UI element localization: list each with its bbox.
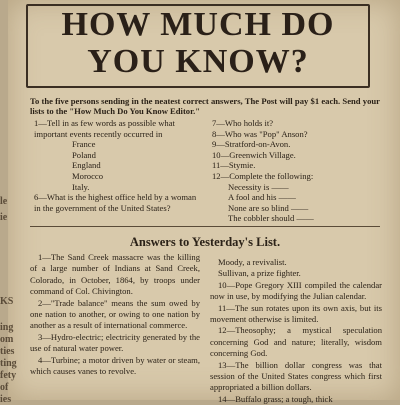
question-item: Morocco bbox=[72, 170, 104, 181]
neighbor-fragment: ies bbox=[0, 394, 12, 405]
headline-box bbox=[26, 4, 370, 88]
questions-column-right bbox=[212, 118, 382, 224]
question-item: 11—Stymie. bbox=[212, 160, 256, 171]
answer-item: Moody, a revivalist. bbox=[218, 257, 287, 267]
contest-intro: To the five persons sending in the neatest correct answers, The Post will pay $1 each. Send your lists to the "How Much Do You Know Editor." bbox=[30, 96, 380, 116]
question-item: A fool and his —— bbox=[228, 192, 296, 203]
neighbor-fragment: ties bbox=[0, 346, 15, 357]
answer-item: 12—Theosophy; a mystical speculation concerning God and nature; literally, wisdom concerning God. bbox=[210, 325, 382, 359]
answers-heading: Answers to Yesterday's List. bbox=[129, 235, 281, 249]
neighbor-fragment: of bbox=[0, 382, 9, 393]
answer-item: 11—The sun rotates upon its own axis, but its movement otherwise is limited. bbox=[210, 302, 382, 325]
neighbor-fragment: fety bbox=[0, 370, 17, 381]
question-item: 6—What is the highest office held by a woman in the government of the United States? bbox=[34, 192, 197, 213]
question-item: 7—Who holds it? bbox=[212, 118, 274, 128]
question-item: France bbox=[72, 139, 96, 150]
section-divider bbox=[30, 226, 380, 227]
answer-item: 4—Turbine; a motor driven by water or steam, which causes vanes to revolve. bbox=[30, 354, 200, 377]
headline-line-1: HOW MUCH DO bbox=[61, 6, 335, 43]
question-item: Italy. bbox=[72, 181, 90, 192]
question-item: 8—Who was "Pop" Anson? bbox=[212, 128, 308, 139]
question-item: England bbox=[72, 160, 101, 171]
question-item: 10—Greenwich Village. bbox=[212, 149, 296, 160]
neighbor-fragment: om bbox=[0, 334, 14, 345]
headline-line-2: YOU KNOW? bbox=[87, 43, 309, 80]
neighbor-fragment: le bbox=[0, 196, 8, 207]
question-item: None are so blind —— bbox=[228, 202, 309, 213]
answer-item: 13—The billion dollar congress was that session of the United States congress which first appropriated a billion dollars. bbox=[210, 359, 382, 393]
answers-column-left bbox=[30, 252, 200, 377]
answer-item: 2—"Trade balance" means the sum owed by one nation to another, or owing to one nation by another as a result of international commerce. bbox=[30, 297, 200, 331]
question-item: The cobbler should —— bbox=[228, 213, 314, 224]
question-item: Necessity is —— bbox=[228, 181, 289, 192]
question-item: 9—Stratford-on-Avon. bbox=[212, 139, 291, 150]
answer-item: 10—Pope Gregory XIII compiled the calendar now in use, by modifying the Julian calendar. bbox=[210, 279, 382, 302]
answer-item: Sullivan, a prize fighter. bbox=[218, 268, 301, 279]
neighbor-fragment: ting bbox=[0, 358, 17, 369]
answer-item: 14—Buffalo grass; a tough, thick bbox=[218, 393, 333, 404]
question-item: 1—Tell in as few words as possible what important events recently occurred in bbox=[34, 118, 175, 139]
answers-column-right bbox=[210, 257, 382, 405]
answer-item: 1—The Sand Creek massacre was the killing of a large number of Indians at Sand Creek, Colorado, in October, 1864, by troops under command of Col. Chivington. bbox=[30, 252, 200, 297]
neighbor-fragment: ie bbox=[0, 212, 8, 223]
question-item: 12—Complete the following: bbox=[212, 170, 314, 181]
questions-column-left bbox=[34, 118, 204, 213]
question-item: Poland bbox=[72, 149, 96, 160]
answer-item: 3—Hydro-electric; electricity generated by the use of natural water power. bbox=[30, 331, 200, 354]
neighbor-fragment: KS bbox=[0, 296, 14, 307]
neighbor-fragment: ing bbox=[0, 322, 14, 333]
